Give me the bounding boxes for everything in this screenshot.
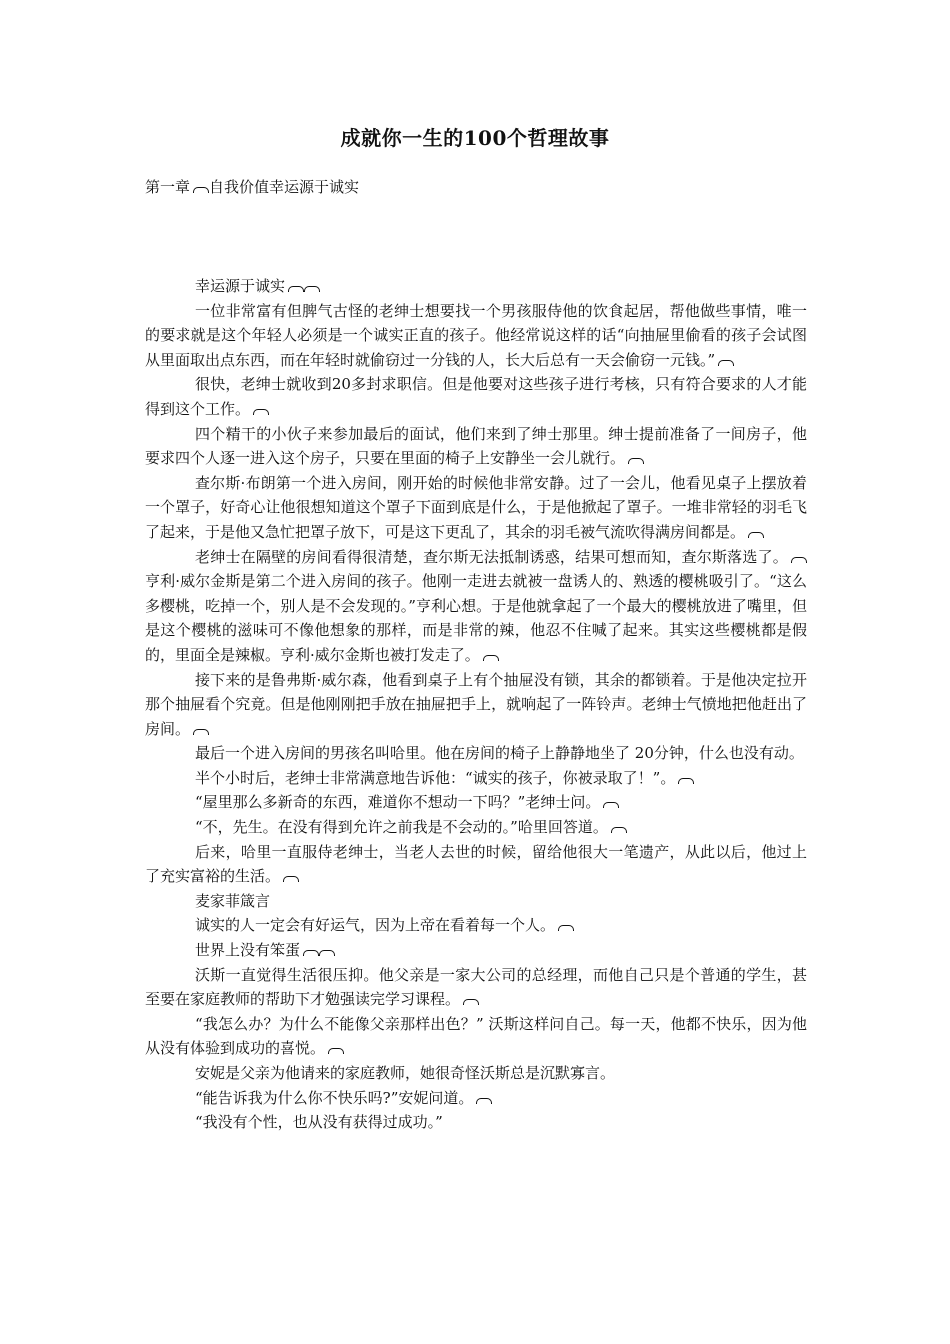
paragraph: [145, 741, 807, 766]
paragraph-mark-icon: [303, 950, 319, 956]
paragraph-mark-icon: [463, 999, 479, 1005]
chapter-label: 第一章: [145, 178, 191, 196]
paragraph: [145, 963, 807, 1012]
paragraph: [145, 1061, 807, 1086]
paragraph-text: 安妮是父亲为他请来的家庭教师，她很奇怪沃斯总是沉默寡言。: [195, 1064, 616, 1082]
paragraph-mark-icon: [476, 1098, 492, 1104]
paragraph: [145, 889, 807, 914]
paragraph-text: “能告诉我为什么你不快乐吗?”安妮问道。: [195, 1088, 474, 1107]
paragraph-text: 很快，老绅士就收到20多封求职信。但是他要对这些孩子进行考核，只有符合要求的人才能得到这个工作。: [145, 375, 807, 418]
paragraph: [145, 372, 807, 421]
paragraph-text: “我怎么办？为什么不能像父亲那样出色？” 沃斯这样问自己。每一天，他都不快乐，因为他从没有体验到成功的喜悦。: [145, 1014, 807, 1058]
paragraph-text: 老绅士在隔壁的房间看得很清楚，查尔斯无法抵制诱惑，结果可想而知，查尔斯落选了。: [195, 547, 788, 566]
body-text: [145, 274, 807, 1135]
paragraph: [145, 274, 807, 299]
paragraph-mark-icon: [288, 286, 304, 292]
paragraph-mark-icon: [678, 778, 694, 784]
paragraph: [145, 471, 807, 545]
paragraph: [145, 422, 807, 471]
paragraph: [145, 938, 807, 963]
paragraph-mark-icon: [611, 827, 627, 833]
paragraph-text: 最后一个进入房间的男孩名叫哈里。他在房间的椅子上静静地坐了 20分钟，什么也没有动。: [195, 744, 804, 763]
paragraph-mark-icon: [328, 1048, 344, 1054]
paragraph-mark-icon: [748, 532, 764, 538]
paragraph-text: 查尔斯·布朗第一个进入房间，刚开始的时候他非常安静。过了一会儿，他看见桌子上摆放着一个罩子，好奇心让他很想知道这个罩子下面到底是什么，于是他掀起了罩子。一堆非常轻的羽毛飞了起来，于是他又急忙把罩子放下，可是这下更乱了，其余的羽毛被气流吹得满房间都是。: [145, 473, 807, 541]
paragraph-text: “不，先生。在没有得到允许之前我是不会动的。”哈里回答道。: [195, 818, 608, 837]
paragraph: [145, 299, 807, 373]
paragraph-text: “我没有个性，也从没有获得过成功。”: [195, 1113, 443, 1132]
paragraph: [145, 840, 807, 889]
chapter-heading: [145, 176, 359, 197]
paragraph-mark-icon: [193, 729, 209, 735]
paragraph-text: 麦家菲箴言: [195, 891, 271, 910]
paragraph-mark-icon: [283, 876, 299, 882]
paragraph: [145, 668, 807, 742]
paragraph-text: 亨利·威尔金斯是第二个进入房间的孩子。他刚一走进去就被一盘诱人的、熟透的樱桃吸引了。“这么多樱桃，吃掉一个，别人是不会发现的。”亨利心想。于是他就拿起了一个最大的樱桃放进了嘴里，但是这个樱桃的滋味可不像他想象的那样，而是非常的辣，他忍不住喊了起来。其实这些樱桃都是假的，里面全是辣椒。亨利·威尔金斯也被打发走了。: [145, 572, 807, 664]
paragraph-mark-icon: [193, 187, 209, 193]
paragraph-mark-icon: [304, 286, 320, 292]
paragraph-text: 幸运源于诚实: [195, 277, 286, 295]
paragraph-mark-icon: [319, 950, 335, 956]
paragraph-mark-icon: [253, 409, 269, 415]
paragraph-text: 后来，哈里一直服侍老绅士，当老人去世的时候，留给他很大一笔遗产，从此以后，他过上了充实富裕的生活。: [145, 842, 807, 886]
paragraph-text: 世界上没有笨蛋: [195, 941, 301, 960]
paragraph-mark-icon: [791, 557, 807, 563]
paragraph: [145, 545, 807, 668]
paragraph-text: 一位非常富有但脾气古怪的老绅士想要找一个男孩服侍他的饮食起居，帮他做些事情，唯一的要求就是这个年轻人必须是一个诚实正直的孩子。他经常说这样的话“向抽屉里偷看的孩子会试图从里面取出点东西，而在年轻时就偷窃过一分钱的人，长大后总有一天会偷窃一元钱。”: [145, 301, 807, 369]
document-title: 成就你一生的100个哲理故事: [340, 126, 610, 150]
paragraph: [145, 1086, 807, 1111]
paragraph: [145, 766, 807, 791]
chapter-subtitle: 自我价值幸运源于诚实: [209, 178, 360, 196]
paragraph-text: “屋里那么多新奇的东西，难道你不想动一下吗？”老绅士问。: [195, 793, 601, 812]
paragraph: [145, 1012, 807, 1061]
paragraph-mark-icon: [718, 360, 734, 366]
paragraph-mark-icon: [603, 802, 619, 808]
paragraph-text: 沃斯一直觉得生活很压抑。他父亲是一家大公司的总经理，而他自己只是个普通的学生，甚至要在家庭教师的帮助下才勉强读完学习课程。: [145, 965, 807, 1009]
paragraph-text: 诚实的人一定会有好运气，因为上帝在看着每一个人。: [195, 916, 556, 935]
paragraph: [145, 913, 807, 938]
paragraph: [145, 1110, 807, 1135]
paragraph-mark-icon: [628, 458, 644, 464]
paragraph-text: 四个精干的小伙子来参加最后的面试，他们来到了绅士那里。绅士提前准备了一间房子，他要求四个人逐一进入这个房子，只要在里面的椅子上安静坐一会儿就行。: [145, 424, 807, 468]
paragraph-text: 接下来的是鲁弗斯·威尔森，他看到桌子上有个抽屉没有锁，其余的都锁着。于是他决定拉开那个抽屉看个究竟。但是他刚刚把手放在抽屉把手上，就响起了一阵铃声。老绅士气愤地把他赶出了房间。: [145, 670, 807, 738]
paragraph-mark-icon: [483, 655, 499, 661]
paragraph-mark-icon: [558, 925, 574, 931]
paragraph: [145, 815, 807, 840]
paragraph: [145, 790, 807, 815]
paragraph-text: 半个小时后，老绅士非常满意地告诉他：“诚实的孩子，你被录取了！”。: [195, 768, 676, 787]
